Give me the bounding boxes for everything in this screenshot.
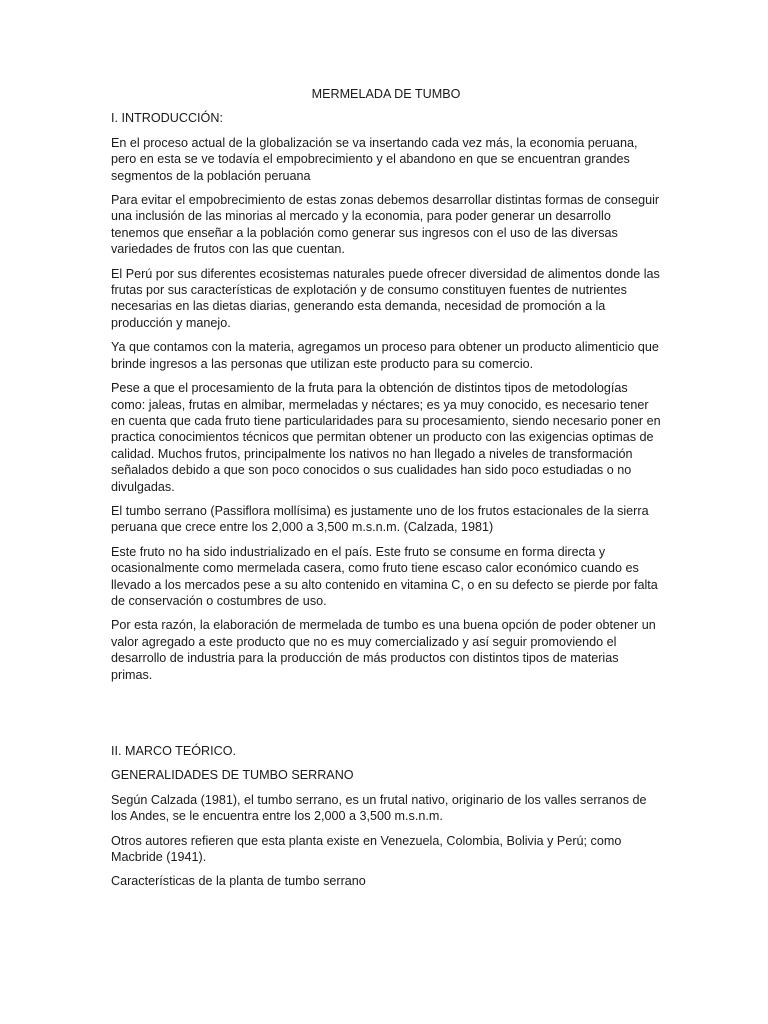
paragraph: El Perú por sus diferentes ecosistemas naturales puede ofrecer diversidad de alimentos donde las frutas por sus características de explotación y de consumo constituyen fuentes de nutrientes necesarias en las dietas diarias, generando esta demanda, necesidad de promoción a la producción y manejo. <box>111 266 660 330</box>
section-heading-marco-teorico: II. MARCO TEÓRICO. <box>111 744 237 758</box>
paragraph: El tumbo serrano (Passiflora mollísima) es justamente uno de los frutos estacionales de la sierra peruana que crece entre los 2,000 a 3,500 m.s.n.m. (Calzada, 1981) <box>111 503 649 535</box>
paragraph: Por esta razón, la elaboración de mermelada de tumbo es una buena opción de poder obtener un valor agregado a este producto que no es muy comercializado y así seguir promoviendo el desarrollo de industria para la producción de más productos con distintos tipos de materias primas. <box>111 618 656 682</box>
paragraph: Ya que contamos con la materia, agregamos un proceso para obtener un producto alimenticio que brinde ingresos a las personas que utilizan este producto para su comercio. <box>111 340 659 371</box>
paragraph: Otros autores refieren que esta planta existe en Venezuela, Colombia, Bolivia y Perú; como Macbride (1941). <box>111 833 622 865</box>
document-title: MERMELADA DE TUMBO <box>311 87 461 101</box>
paragraph: Pese a que el procesamiento de la fruta para la obtención de distintos tipos de metodologías como: jaleas, frutas en almibar, mermeladas y néctares; es ya muy conocido, es necesario tener en cuenta que cada fruto tiene particularidades para su procesamiento, siendo necesario poner en practica conocimientos técnicos que permitan obtener un producto con las exigencias optimas de calidad. Muchos frutos, principalmente los nativos no han llegado a niveles de transformación señalados debido a que son poco conocidos o sus cualidades han sido poco estudiadas o no divulgadas. <box>111 381 661 494</box>
document-body <box>111 86 661 898</box>
section-heading-introduccion: I. INTRODUCCIÓN: <box>111 111 223 126</box>
subheading-generalidades: GENERALIDADES DE TUMBO SERRANO <box>111 768 354 783</box>
blank-space <box>111 691 661 743</box>
paragraph: En el proceso actual de la globalización se va insertando cada vez más, la economia peruana, pero en esta se ve todavía el empobrecimiento y el abandono en que se encuentran grandes segmentos de la población peruana <box>111 135 638 183</box>
paragraph: Según Calzada (1981), el tumbo serrano, es un frutal nativo, originario de los valles serranos de los Andes, se le encuentra entre los 2,000 a 3,500 m.s.n.m. <box>111 792 647 824</box>
subheading-caracteristicas: Características de la planta de tumbo serrano <box>111 874 366 889</box>
paragraph: Para evitar el empobrecimiento de estas zonas debemos desarrollar distintas formas de conseguir una inclusión de las minorias al mercado y la economia, para poder generar un desarrollo tenemos que enseñar a la población como generar sus ingresos con el uso de las diversas variedades de frutos con las que cuentan. <box>111 193 660 257</box>
paragraph: Este fruto no ha sido industrializado en el país. Este fruto se consume en forma directa y ocasionalmente como mermelada casera, como fruto tiene escaso calor económico cuando es llevado a los mercados pese a su alto contenido en vitamina C, o en su defecto se pierde por falta de conservación o costumbres de uso. <box>111 544 658 608</box>
